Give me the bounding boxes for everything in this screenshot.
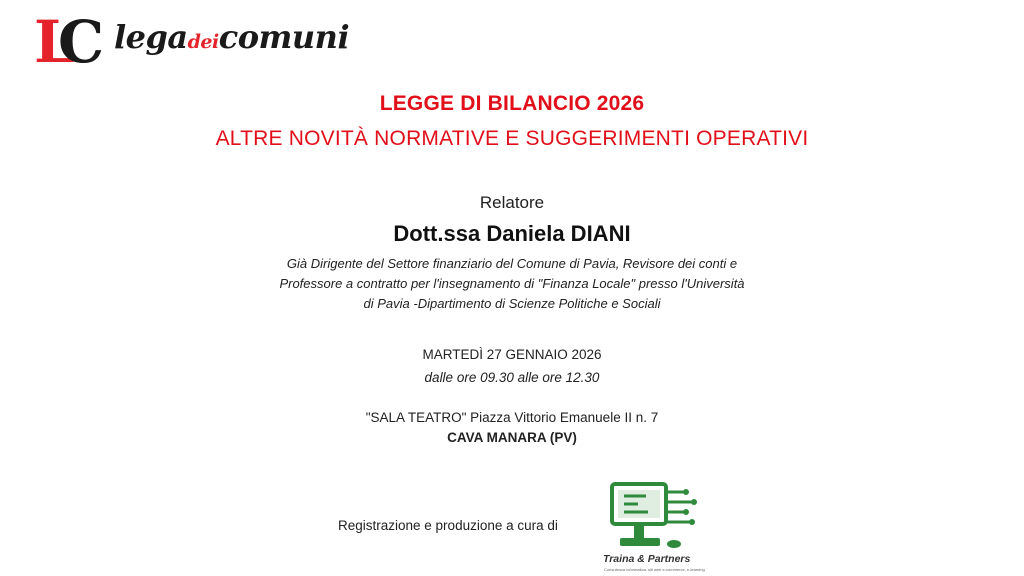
event-venue: "SALA TEATRO" Piazza Vittorio Emanuele II n. 7: [365, 410, 659, 425]
speaker-bio: [0, 254, 1024, 314]
logo-word-comuni: comuni: [218, 18, 350, 56]
bio-line: Già Dirigente del Settore finanziario del Comune di Pavia, Revisore dei conti e: [286, 256, 738, 271]
registration-credit: Registrazione e produzione a cura di: [338, 518, 558, 533]
lega-dei-comuni-logo: [34, 10, 354, 68]
svg-text:L: L: [34, 10, 65, 68]
event-title: LEGGE DI BILANCIO 2026: [379, 92, 645, 115]
speaker-name: Dott.ssa Daniela DIANI: [393, 221, 631, 246]
bio-line: di Pavia -Dipartimento di Scienze Politiche e Sociali: [363, 296, 661, 311]
event-subtitle: ALTRE NOVITÀ NORMATIVE E SUGGERIMENTI OPERATIVI: [215, 127, 809, 150]
event-city: CAVA MANARA (PV): [447, 430, 577, 445]
event-time: dalle ore 09.30 alle ore 12.30: [424, 370, 600, 385]
speaker-label: Relatore: [479, 193, 545, 212]
logo-word-dei: dei: [187, 31, 219, 53]
partner-tagline: Consulenza informatica, siti web e-commerce, e-learning: [604, 567, 705, 572]
bio-line: Professore a contratto per l'insegnamento di "Finanza Locale" presso l'Università: [279, 276, 745, 291]
lc-logo-mark: [34, 10, 110, 68]
partner-name: Traina & Partners: [603, 553, 691, 565]
logo-wordmark: [114, 18, 349, 56]
logo-word-lega: lega: [114, 18, 188, 56]
event-date: MARTEDÌ 27 GENNAIO 2026: [422, 347, 602, 362]
svg-text:C: C: [58, 10, 105, 68]
